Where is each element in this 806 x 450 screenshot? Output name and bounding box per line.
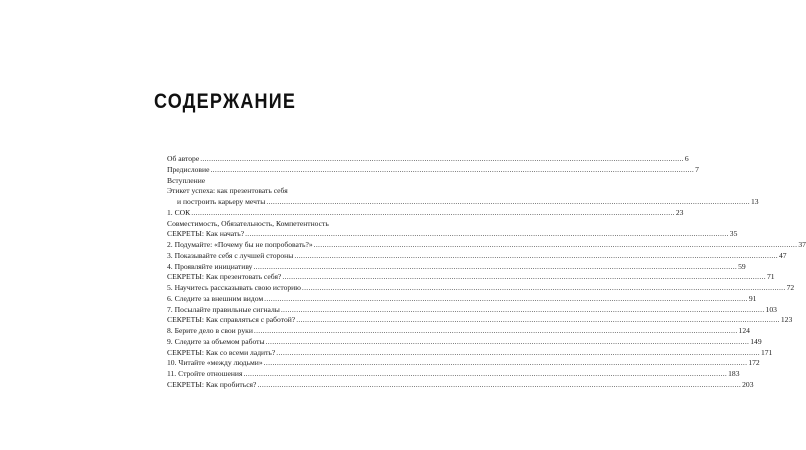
toc-dot-leader: ............................................................................................................................................................................................................................ — [282, 272, 766, 282]
toc-dot-leader: ............................................................................................................................................................................................................................ — [296, 315, 780, 325]
toc-dot-leader: ............................................................................................................................................................................................................................ — [301, 283, 786, 292]
toc-dot-leader: ............................................................................................................................................................................................................................ — [276, 347, 760, 357]
toc-entry-title: СЕКРЕТЫ: Как начать? — [167, 229, 245, 239]
toc-entry — [167, 336, 762, 348]
toc-page-number: 172 — [748, 358, 760, 368]
toc-page-number: 91 — [748, 293, 757, 303]
toc-page-number: 72 — [786, 283, 795, 292]
toc-entry — [167, 315, 793, 326]
toc-page-number: 13 — [750, 197, 759, 206]
toc-entry — [167, 219, 361, 230]
toc-dot-leader: ............................................................................................................................................................................................................................ — [294, 250, 778, 260]
toc-dot-leader: ............................................................................................................................................................................................................................ — [265, 336, 750, 346]
toc-entry — [167, 154, 689, 165]
toc-entry — [167, 304, 777, 316]
page-title: СОДЕРЖАНИЕ — [153, 89, 297, 113]
toc-entry-title: Об авторе — [167, 154, 200, 163]
toc-dot-leader: ............................................................................................................................................................................................................................ — [253, 261, 738, 271]
toc-page-number: 203 — [742, 379, 754, 389]
toc-dot-leader: ............................................................................................................................................................................................................................ — [253, 326, 738, 335]
toc-entry-title: 1. СОК — [167, 207, 191, 217]
toc-page-number: 71 — [766, 272, 775, 282]
toc-entry — [167, 240, 806, 251]
toc-entry — [167, 326, 750, 337]
toc-entry-title: 10. Читайте «между людьми» — [167, 358, 263, 368]
toc-dot-leader: ............................................................................................................................................................................................................................ — [191, 207, 675, 217]
toc-entry-title: 4. Проявляйте инициативу — [167, 261, 253, 271]
toc-dot-leader: ............................................................................................................................................................................................................................ — [257, 379, 742, 389]
toc-dot-leader: ............................................................................................................................................................................................................................ — [200, 154, 684, 163]
toc-dot-leader: ............................................................................................................................................................................................................................ — [280, 304, 765, 314]
table-of-contents — [167, 154, 806, 391]
toc-page-number: 103 — [765, 304, 777, 314]
toc-entry-title: Предисловие — [167, 164, 210, 174]
toc-page-number: 149 — [750, 336, 762, 346]
toc-entry-title: Вступление — [167, 175, 206, 185]
toc-page-number: 7 — [695, 164, 699, 174]
toc-entry — [167, 379, 754, 391]
toc-dot-leader: ............................................................................................................................................................................................................................ — [245, 229, 729, 239]
toc-page-number: 47 — [778, 250, 787, 260]
toc-entry — [167, 347, 773, 359]
toc-entry — [167, 369, 740, 380]
toc-entry-title: 6. Следите за внешним видом — [167, 293, 264, 303]
toc-dot-leader: ............................................................................................................................................................................................................................ — [266, 197, 750, 206]
toc-entry — [167, 176, 361, 187]
toc-entry — [167, 358, 760, 369]
toc-page-number: 124 — [738, 326, 750, 335]
toc-dot-leader: ............................................................................................................................................................................................................................ — [264, 293, 748, 303]
toc-entry — [167, 261, 746, 273]
toc-entry — [167, 197, 759, 208]
toc-entry-title: и построить карьеру мечты — [177, 197, 266, 206]
toc-page-number: 59 — [738, 261, 746, 271]
toc-page-number: 37 — [798, 240, 806, 249]
toc-page-number: 123 — [780, 315, 793, 325]
toc-entry-title: 9. Следите за объемом работы — [167, 336, 265, 346]
toc-entry-title: 7. Посылайте правильные сигналы — [167, 304, 280, 314]
toc-page-number: 171 — [760, 347, 773, 357]
toc-dot-leader: ............................................................................................................................................................................................................................ — [263, 358, 748, 368]
toc-page-number: 23 — [675, 207, 684, 217]
toc-entry-title: СЕКРЕТЫ: Как пробиться? — [167, 379, 257, 389]
toc-entry — [167, 293, 757, 305]
toc-entry-title: Совместимость, Обязательность, Компетентность — [167, 218, 329, 228]
toc-entry — [167, 272, 775, 283]
toc-entry — [167, 207, 684, 219]
toc-dot-leader: ............................................................................................................................................................................................................................ — [313, 240, 798, 249]
toc-page-number: 183 — [728, 369, 740, 378]
toc-entry-title: СЕКРЕТЫ: Как презентовать себя? — [167, 272, 282, 282]
toc-entry-title: 8. Берите дело в свои руки — [167, 326, 253, 335]
toc-dot-leader: ............................................................................................................................................................................................................................ — [210, 164, 695, 174]
toc-entry — [167, 250, 787, 262]
toc-page-number: 6 — [684, 154, 689, 163]
toc-entry-title: СЕКРЕТЫ: Как со всеми ладить? — [167, 347, 276, 357]
toc-page-number: 35 — [729, 229, 738, 239]
toc-dot-leader: ............................................................................................................................................................................................................................ — [243, 369, 728, 378]
toc-entry-title: 11. Стройте отношения — [167, 369, 243, 378]
toc-entry-title: СЕКРЕТЫ: Как справляться с работой? — [167, 315, 296, 325]
toc-entry-title: Этикет успеха: как презентовать себя — [167, 186, 288, 196]
toc-entry-title: 5. Научитесь рассказывать свою историю — [167, 283, 301, 292]
toc-entry — [167, 164, 699, 176]
toc-entry — [167, 229, 738, 240]
toc-entry-title: 2. Подумайте: «Почему бы не попробовать?» — [167, 240, 313, 249]
toc-entry — [167, 186, 361, 197]
toc-entry — [167, 283, 795, 294]
toc-entry-title: 3. Показывайте себя с лучшей стороны — [167, 250, 294, 260]
